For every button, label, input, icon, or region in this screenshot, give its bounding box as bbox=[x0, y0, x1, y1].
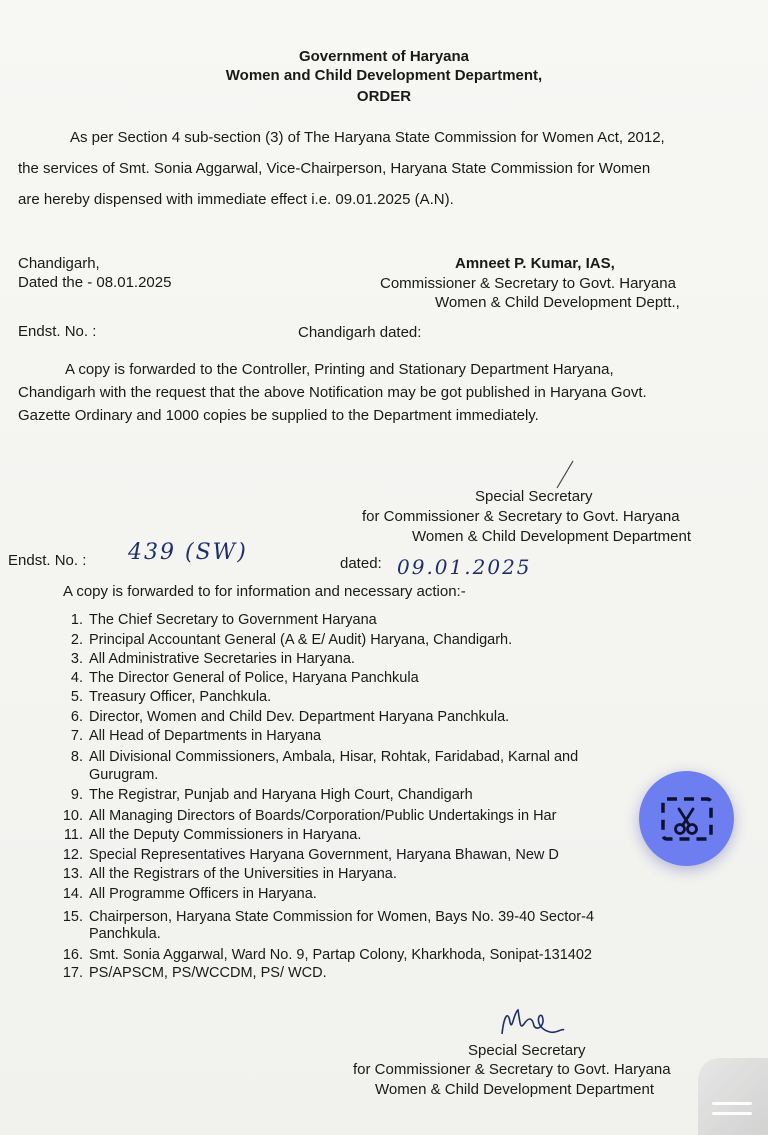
list-item: 5. Treasury Officer, Panchkula. bbox=[70, 689, 272, 705]
list-item: 14. All Programme Officers in Haryana. bbox=[62, 886, 317, 902]
order-date: Dated the - 08.01.2025 bbox=[18, 274, 172, 291]
list-item: 4. The Director General of Police, Haryana Panchkula bbox=[70, 670, 419, 686]
signatory1-line1: Commissioner & Secretary to Govt. Haryana bbox=[380, 275, 676, 292]
scissors-crop-icon bbox=[659, 793, 715, 845]
list-item: 7. All Head of Departments in Haryana bbox=[70, 728, 322, 744]
endst2-label: Endst. No. : bbox=[8, 552, 87, 569]
signatory3-line1: for Commissioner & Secretary to Govt. Haryana bbox=[353, 1061, 671, 1078]
signature-stroke-1 bbox=[555, 458, 577, 490]
list-item: 11. All the Deputy Commissioners in Haryana. bbox=[63, 827, 362, 843]
header-order: ORDER bbox=[356, 88, 412, 105]
signatory3-title: Special Secretary bbox=[468, 1042, 586, 1059]
order-line-3: are hereby dispensed with immediate effect i.e. 09.01.2025 (A.N). bbox=[18, 191, 454, 208]
signatory3-line2: Women & Child Development Department bbox=[375, 1081, 655, 1098]
list-item: 8. All Divisional Commissioners, Ambala, Hisar, Rohtak, Faridabad, Karnal and bbox=[70, 749, 579, 765]
endst2-number-handwritten: 439 (SW) bbox=[128, 540, 248, 565]
list-item: 10. All Managing Directors of Boards/Corporation/Public Undertakings in Har bbox=[62, 808, 557, 824]
forward2-intro: A copy is forwarded to for information and necessary action:- bbox=[63, 583, 466, 600]
header-government: Government of Haryana bbox=[298, 48, 470, 65]
signatory1-line2: Women & Child Development Deptt., bbox=[435, 294, 680, 311]
menu-icon-line bbox=[712, 1112, 752, 1115]
header-department: Women and Child Development Department, bbox=[225, 67, 543, 84]
list-item: 15. Chairperson, Haryana State Commission for Women, Bays No. 39-40 Sector-4 bbox=[62, 909, 595, 925]
menu-handle[interactable] bbox=[698, 1058, 768, 1135]
list-item: 17. PS/APSCM, PS/WCCDM, PS/ WCD. bbox=[62, 965, 327, 981]
order-line-2: the services of Smt. Sonia Aggarwal, Vice-Chairperson, Haryana State Commission for Women bbox=[18, 160, 651, 177]
list-item: 13. All the Registrars of the Universities in Haryana. bbox=[62, 866, 397, 882]
list-item: 2. Principal Accountant General (A & E/ Audit) Haryana, Chandigarh. bbox=[70, 632, 513, 648]
list-item: 9. The Registrar, Punjab and Haryana High Court, Chandigarh bbox=[70, 787, 473, 803]
list-item-continuation: Panchkula. bbox=[89, 926, 161, 942]
endst2-date-handwritten: 09.01.2025 bbox=[397, 555, 532, 579]
order-line-1: As per Section 4 sub-section (3) of The Haryana State Commission for Women Act, 2012, bbox=[70, 129, 665, 146]
endst1-dated-label: Chandigarh dated: bbox=[298, 324, 422, 341]
endst2-dated-label: dated: bbox=[340, 555, 382, 572]
signature-mark bbox=[498, 1002, 568, 1042]
signatory1-name: Amneet P. Kumar, IAS, bbox=[455, 255, 615, 272]
menu-icon bbox=[712, 1102, 752, 1105]
list-item: 3. All Administrative Secretaries in Haryana. bbox=[70, 651, 355, 667]
list-item: 12. Special Representatives Haryana Government, Haryana Bhawan, New D bbox=[62, 847, 559, 863]
list-item: 1. The Chief Secretary to Government Haryana bbox=[70, 612, 377, 628]
signatory2-line1: for Commissioner & Secretary to Govt. Haryana bbox=[362, 508, 680, 525]
signatory2-title: Special Secretary bbox=[475, 488, 593, 505]
endst1-label: Endst. No. : bbox=[18, 323, 97, 340]
list-item: 6. Director, Women and Child Dev. Department Haryana Panchkula. bbox=[70, 709, 510, 725]
place: Chandigarh, bbox=[18, 255, 100, 272]
list-item: 16. Smt. Sonia Aggarwal, Ward No. 9, Partap Colony, Kharkhoda, Sonipat-131402 bbox=[62, 947, 592, 963]
forward1-line3: Gazette Ordinary and 1000 copies be supplied to the Department immediately. bbox=[18, 407, 539, 424]
crop-screenshot-button[interactable] bbox=[639, 771, 734, 866]
forward1-line1: A copy is forwarded to the Controller, Printing and Stationary Department Haryana, bbox=[65, 361, 614, 378]
list-item-continuation: Gurugram. bbox=[89, 767, 159, 783]
forward1-line2: Chandigarh with the request that the above Notification may be got published in Haryana Govt. bbox=[18, 384, 647, 401]
signatory2-line2: Women & Child Development Department bbox=[412, 528, 692, 545]
